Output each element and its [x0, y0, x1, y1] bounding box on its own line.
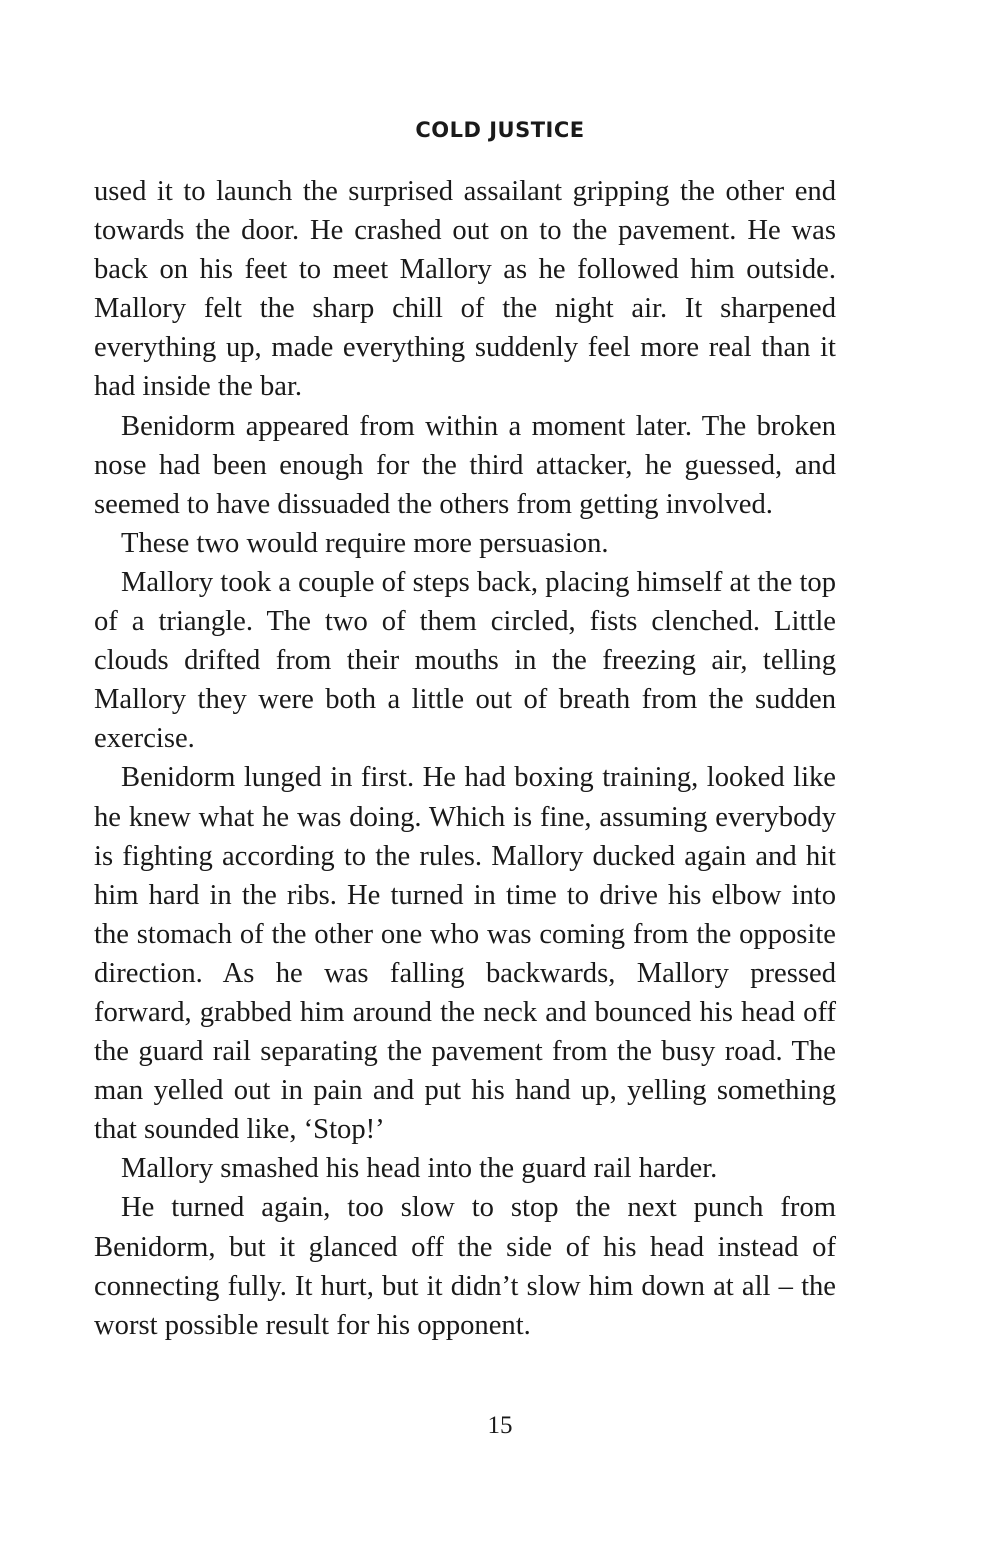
page-number: 15 [487, 1412, 513, 1439]
paragraph: Benidorm appeared from within a moment later. The broken nose had been enough for the third attacker, he guessed, and seemed to have dissuaded the others from getting involved. [94, 410, 836, 520]
running-head: COLD JUSTICE [415, 118, 585, 142]
paragraph: Benidorm lunged in first. He had boxing training, looked like he knew what he was doing. Which is fine, assuming everybody is fighting according to the rules. Mallory ducked again and hit him hard in the ribs. He turned in time to drive his elbow into the stomach of the other one who was coming from the opposite direction. As he was falling backwards, Mallory pressed forward, grabbed him around the neck and bounced his head off the guard rail separating the pavement from the busy road. The man yelled out in pain and put his hand up, yelling something that sounded like, ‘Stop!’ [94, 762, 836, 1146]
paragraph: He turned again, too slow to stop the next punch from Benidorm, but it glanced off the side of his head instead of connecting fully. It hurt, but it didn’t slow him down at all – the worst possible result for his opponent. [94, 1192, 836, 1341]
paragraph: Mallory took a couple of steps back, placing himself at the top of a triangle. The two of them circled, fists clenched. Little clouds drifted from their mouths in the freezing air, telling Mallory they were both a little out of breath from the sudden exercise. [94, 566, 836, 755]
paragraph: used it to launch the surprised assailant gripping the other end towards the door. He crashed out on to the pavement. He was back on his feet to meet Mallory as he followed him outside. Mallory felt the sharp chill of the night air. It sharpened everything up, made everything suddenly feel more real than it had inside the bar. [94, 176, 836, 403]
paragraph: These two would require more persuasion. [121, 527, 609, 559]
body-text [94, 172, 836, 1345]
paragraph: Mallory smashed his head into the guard rail harder. [121, 1153, 718, 1185]
